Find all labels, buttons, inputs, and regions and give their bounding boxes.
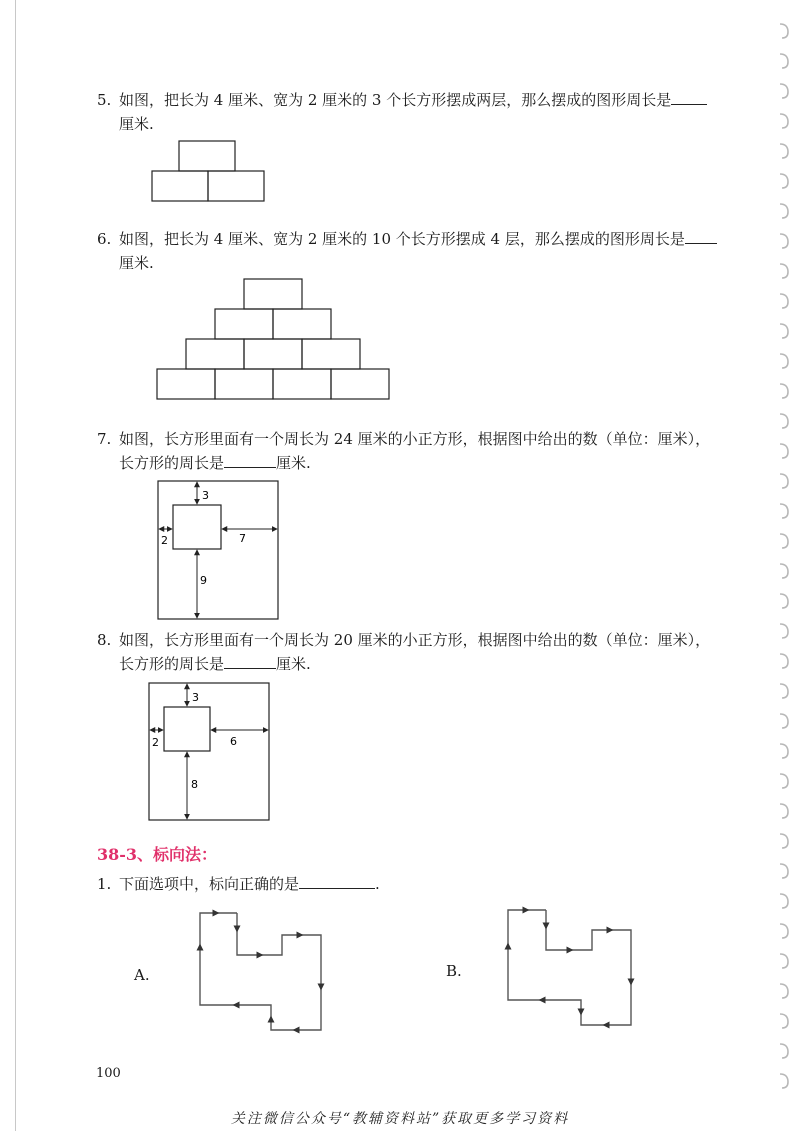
page-number: 100 <box>96 1066 121 1081</box>
label-bottom: 8 <box>191 778 198 791</box>
answer-blank[interactable] <box>685 229 717 244</box>
answer-blank[interactable] <box>224 453 276 468</box>
page-left-edge <box>15 0 16 1131</box>
question-8 <box>97 628 737 676</box>
figure-q6-pyramid <box>155 277 393 403</box>
label-left: 2 <box>161 534 168 547</box>
question-tail: 厘米. <box>119 115 154 133</box>
question-5 <box>97 88 737 136</box>
label-right: 7 <box>239 532 246 545</box>
question-6 <box>97 227 737 275</box>
figure-q5-rectangles <box>150 138 266 204</box>
answer-blank[interactable] <box>671 90 707 105</box>
section-heading: 38-3、标向法： <box>97 845 218 864</box>
question-end: . <box>375 875 380 893</box>
figure-q8-square-in-rectangle <box>146 680 272 823</box>
question-number: 8. <box>97 631 112 649</box>
question-number: 6. <box>97 230 112 248</box>
question-line2: 长方形的周长是 <box>119 454 225 472</box>
question-tail: 厘米. <box>276 655 311 673</box>
answer-blank[interactable] <box>299 874 375 889</box>
question-tail: 厘米. <box>276 454 311 472</box>
question-number: 5. <box>97 91 112 109</box>
question-text: 如图，把长为 4 厘米、宽为 2 厘米的 3 个长方形摆成两层，那么摆成的图形周长是 <box>119 91 672 109</box>
figure-option-a[interactable] <box>192 905 334 1041</box>
option-a-label[interactable]: A. <box>134 966 150 984</box>
answer-blank[interactable] <box>224 654 276 669</box>
question-7 <box>97 427 737 475</box>
section-question-1 <box>97 872 737 896</box>
question-number: 7. <box>97 430 112 448</box>
question-text: 如图，长方形里面有一个周长为 20 厘米的小正方形，根据图中给出的数（单位：厘米）， <box>119 631 711 649</box>
label-top: 3 <box>192 691 199 704</box>
question-text: 如图，长方形里面有一个周长为 24 厘米的小正方形，根据图中给出的数（单位：厘米）， <box>119 430 711 448</box>
question-text: 下面选项中，标向正确的是 <box>119 875 300 893</box>
question-number: 1. <box>97 875 112 893</box>
question-text: 如图，把长为 4 厘米、宽为 2 厘米的 10 个长方形摆成 4 层，那么摆成的图形周长是 <box>119 230 685 248</box>
figure-option-b[interactable] <box>500 900 642 1036</box>
label-bottom: 9 <box>200 574 207 587</box>
spiral-binding <box>774 20 794 1100</box>
question-tail: 厘米. <box>119 254 154 272</box>
footer-note: 关注微信公众号“教辅资料站”获取更多学习资料 <box>230 1111 570 1127</box>
option-b-label[interactable]: B. <box>446 962 462 980</box>
figure-q7-square-in-rectangle <box>155 478 281 622</box>
label-left: 2 <box>152 736 159 749</box>
label-right: 6 <box>230 735 237 748</box>
question-line2: 长方形的周长是 <box>119 655 225 673</box>
label-top: 3 <box>202 489 209 502</box>
